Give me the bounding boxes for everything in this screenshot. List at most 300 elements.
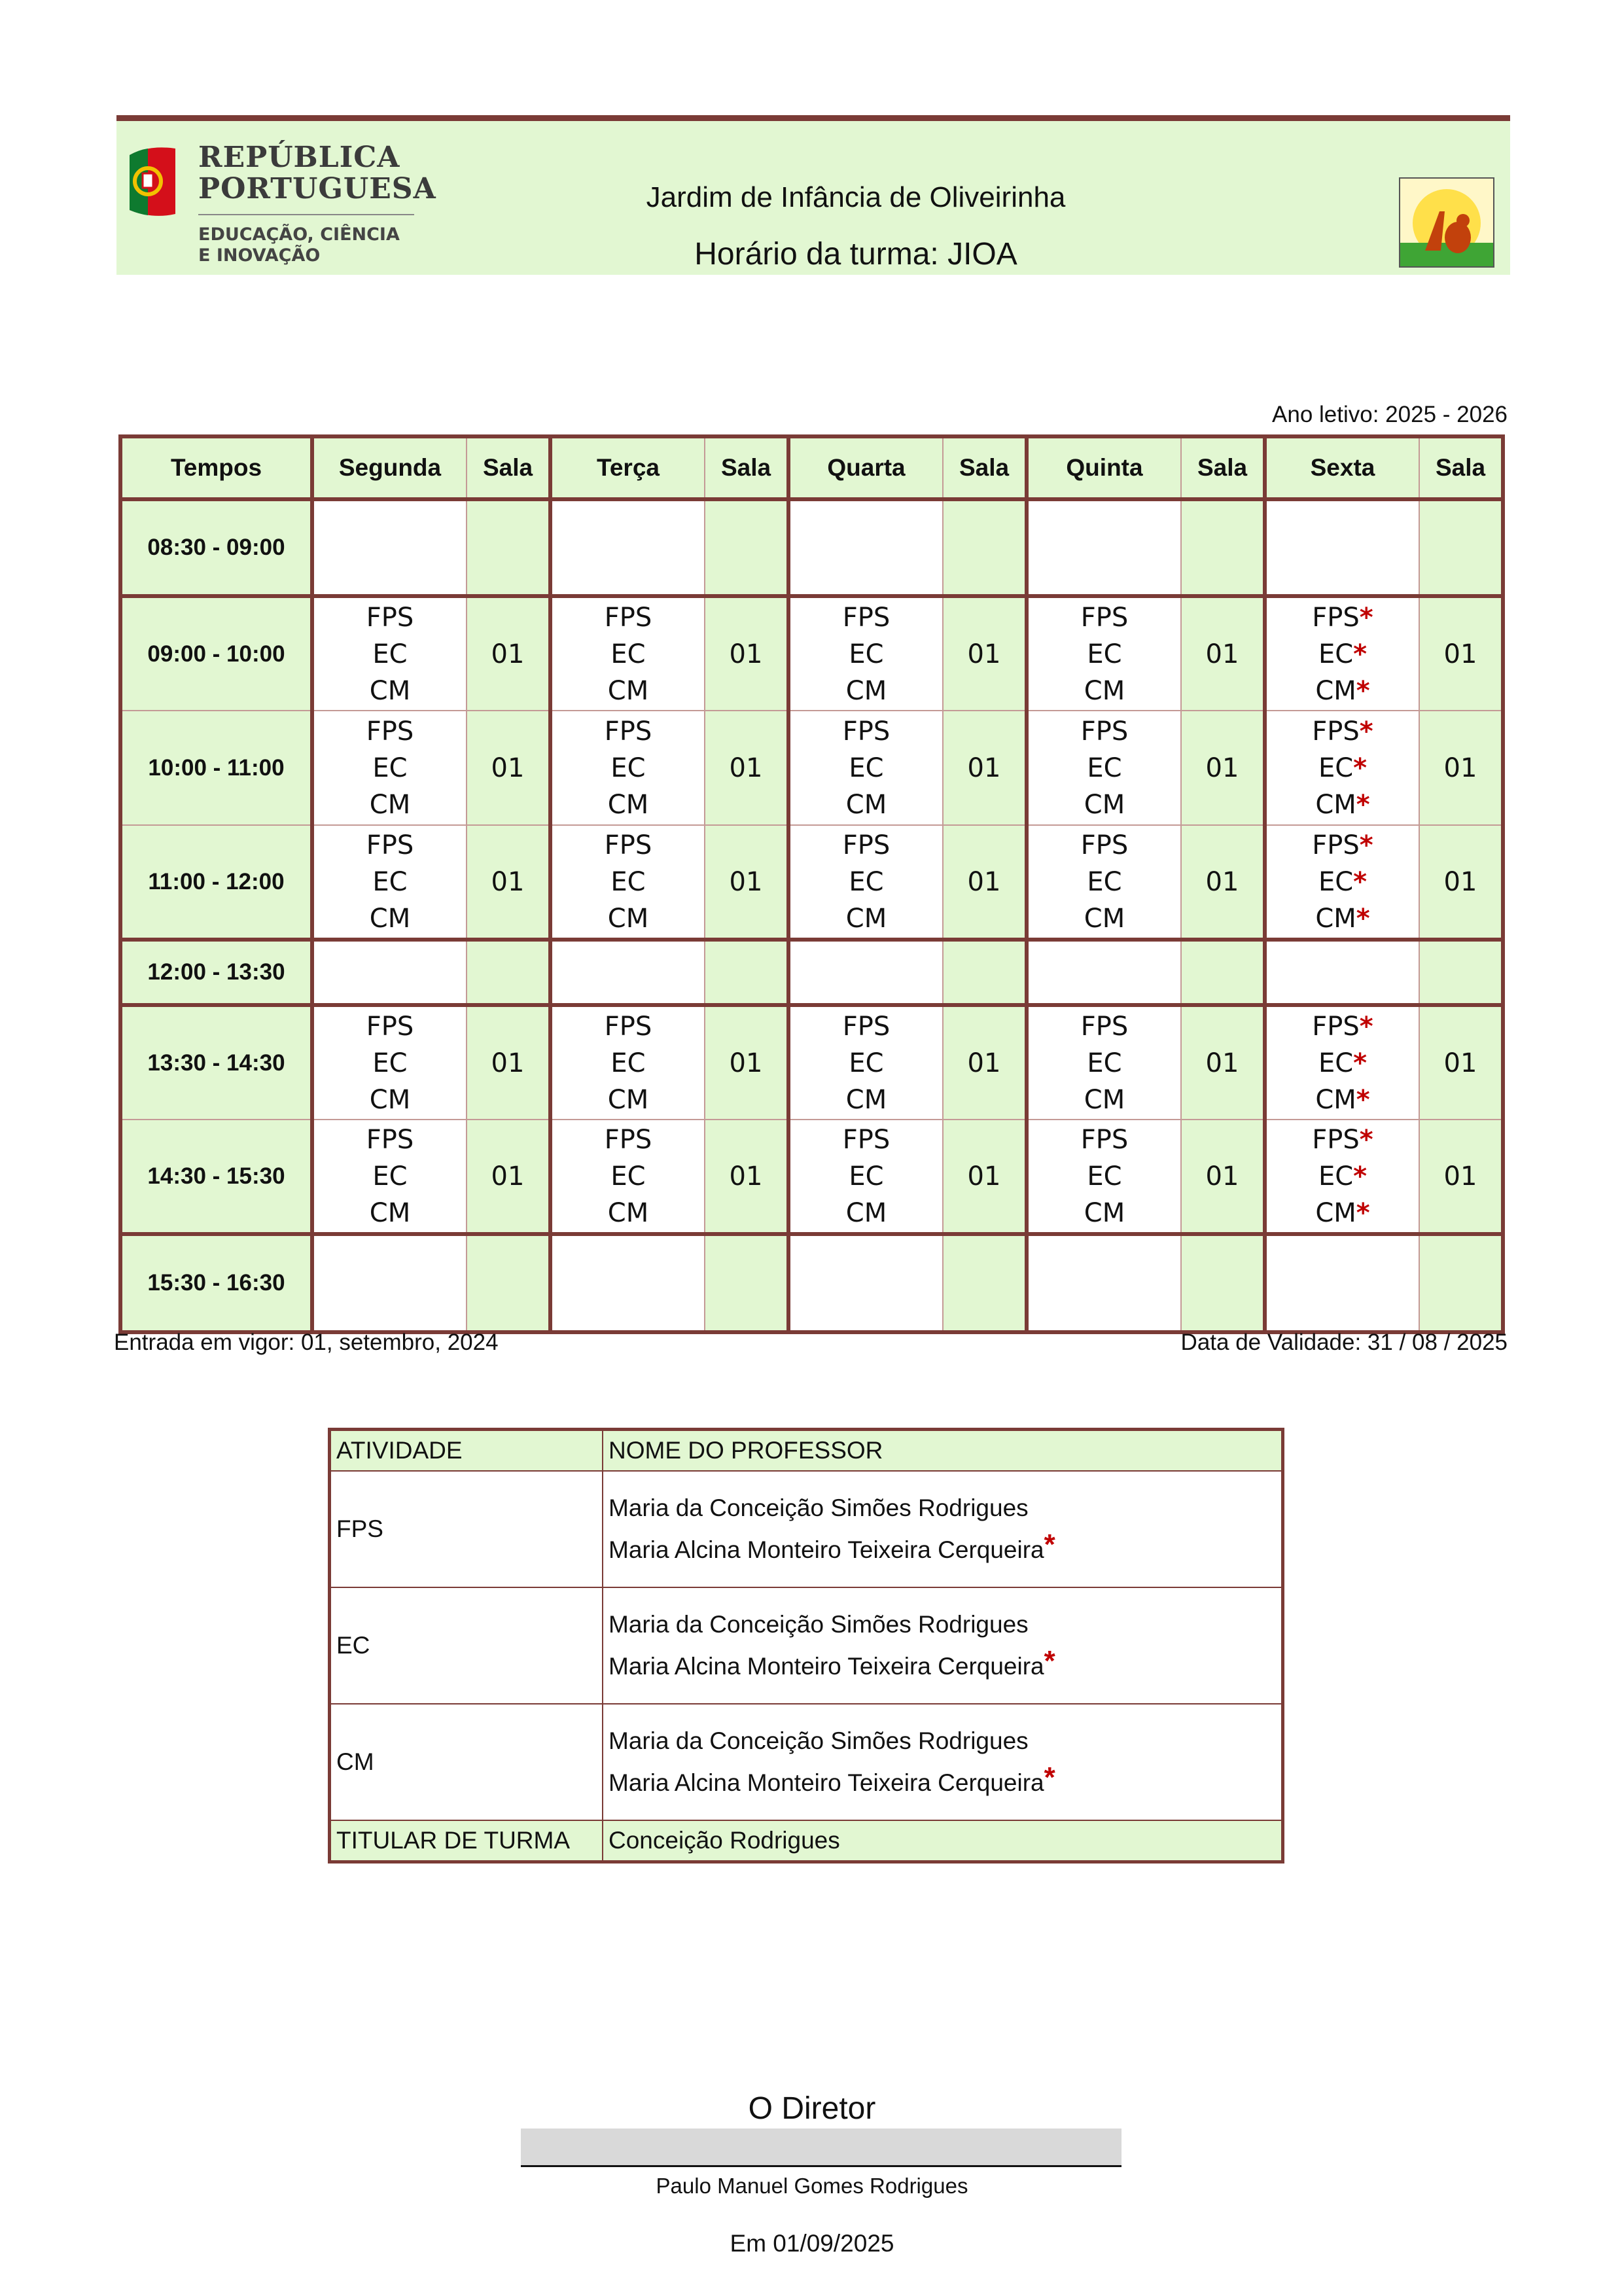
activity-label: CM (1315, 1197, 1356, 1228)
activity-code (1267, 599, 1419, 636)
activity-label: FPS (842, 602, 891, 633)
activity-label: EC (1087, 639, 1122, 669)
activity-label: EC (372, 639, 408, 669)
activity-cell (312, 596, 467, 711)
asterisk-mark: * (1356, 1084, 1370, 1115)
asterisk-mark: * (1044, 1761, 1055, 1793)
activity-code (552, 827, 704, 864)
activity-cell (550, 596, 705, 711)
activity-code (552, 786, 704, 823)
activity-cell (312, 825, 467, 940)
activity-cell (1265, 499, 1419, 596)
activity-code (1267, 1008, 1419, 1045)
activity-code (1029, 673, 1180, 709)
teacher-name: Maria Alcina Monteiro Teixeira Cerqueira (609, 1769, 1044, 1796)
teacher-name: Maria Alcina Monteiro Teixeira Cerqueira (609, 1653, 1044, 1680)
activity-code (790, 636, 942, 673)
col-teacher-header: NOME DO PROFESSOR (603, 1430, 1283, 1472)
activity-code (790, 786, 942, 823)
room-cell: 01 (943, 1005, 1027, 1120)
activity-label: CM (1084, 903, 1125, 934)
timetable-row (120, 940, 1503, 1005)
activity-label: FPS (366, 602, 414, 633)
activity-label: FPS (604, 1011, 652, 1042)
asterisk-mark: * (1359, 716, 1373, 747)
school-logo-icon (1399, 177, 1494, 268)
activity-label: CM (1084, 1084, 1125, 1115)
activity-label: EC (610, 866, 646, 897)
activity-code (1029, 1195, 1180, 1231)
activity-code (314, 1158, 466, 1195)
activity-code (552, 1045, 704, 1082)
activity-code (790, 713, 942, 750)
document-header (116, 115, 1510, 275)
activity-cell (788, 1120, 943, 1234)
activity-code (790, 750, 942, 786)
room-cell: 01 (1419, 596, 1503, 711)
activity-code (552, 636, 704, 673)
room-cell: 01 (943, 711, 1027, 825)
activity-label: EC (610, 752, 646, 783)
activity-label: FPS (1080, 830, 1129, 860)
time-slot: 11:00 - 12:00 (120, 825, 312, 940)
room-cell: 01 (1419, 1005, 1503, 1120)
activity-cell (1027, 499, 1181, 596)
activity-code (314, 636, 466, 673)
asterisk-mark: * (1356, 903, 1370, 934)
signature-field (521, 2128, 1121, 2167)
valid-to: Data de Validade: 31 / 08 / 2025 (1180, 1330, 1508, 1355)
time-slot: 14:30 - 15:30 (120, 1120, 312, 1234)
activity-code (552, 1082, 704, 1118)
room-cell (1181, 1234, 1265, 1332)
activity-code (1029, 827, 1180, 864)
activity-code (1267, 673, 1419, 709)
activity-label: CM (845, 675, 887, 706)
activity-code (552, 1158, 704, 1195)
asterisk-mark: * (1044, 1528, 1055, 1561)
room-cell: 01 (1419, 825, 1503, 940)
activity-label: EC (610, 1161, 646, 1192)
activity-code: EC (330, 1587, 603, 1704)
activity-code (552, 900, 704, 937)
activity-label: FPS (604, 1124, 652, 1155)
room-cell (467, 940, 550, 1005)
room-cell (467, 1234, 550, 1332)
activity-label: EC (1087, 866, 1122, 897)
activity-label: EC (372, 1048, 408, 1078)
activity-label: CM (1315, 903, 1356, 934)
activity-label: FPS (604, 830, 652, 860)
activity-label: EC (849, 639, 884, 669)
activity-label: EC (1087, 752, 1122, 783)
teacher-name-line (609, 1645, 1276, 1687)
teacher-row (330, 1587, 1283, 1704)
time-slot: 12:00 - 13:30 (120, 940, 312, 1005)
asterisk-mark: * (1359, 1011, 1373, 1042)
teacher-name-line (609, 1761, 1276, 1803)
activity-cell (788, 596, 943, 711)
activity-label: CM (607, 675, 649, 706)
activity-code (1267, 1082, 1419, 1118)
activity-label: CM (1315, 675, 1356, 706)
asterisk-mark: * (1356, 1197, 1370, 1228)
asterisk-mark: * (1359, 830, 1373, 860)
activity-cell (550, 1005, 705, 1120)
timetable-row (120, 825, 1503, 940)
activity-code (790, 1158, 942, 1195)
activity-code: FPS (330, 1471, 603, 1587)
logo-divider (198, 214, 414, 215)
room-cell (943, 940, 1027, 1005)
activity-label: FPS (1080, 716, 1129, 747)
teacher-name: Maria da Conceição Simões Rodrigues (609, 1494, 1029, 1521)
titular-row (330, 1820, 1283, 1862)
activity-label: EC (849, 1048, 884, 1078)
activity-label: CM (369, 789, 411, 820)
room-cell: 01 (705, 711, 788, 825)
teacher-row (330, 1704, 1283, 1820)
activity-code (314, 1082, 466, 1118)
titular-name: Conceição Rodrigues (603, 1820, 1283, 1862)
teacher-table (328, 1428, 1284, 1863)
activity-cell (1027, 711, 1181, 825)
ministry-line2: E INOVAÇÃO (198, 245, 321, 266)
activity-code (790, 1082, 942, 1118)
room-cell: 01 (467, 1120, 550, 1234)
activity-label: CM (1315, 1084, 1356, 1115)
activity-label: EC (1087, 1048, 1122, 1078)
activity-cell (1265, 711, 1419, 825)
room-cell (1181, 499, 1265, 596)
activity-label: FPS (842, 1124, 891, 1155)
activity-label: CM (369, 903, 411, 934)
activity-label: FPS (366, 830, 414, 860)
activity-cell (788, 1005, 943, 1120)
activity-label: CM (607, 789, 649, 820)
activity-code (790, 827, 942, 864)
activity-code: CM (330, 1704, 603, 1820)
activity-label: EC (1318, 866, 1354, 897)
asterisk-mark: * (1353, 639, 1368, 669)
time-slot: 10:00 - 11:00 (120, 711, 312, 825)
activity-label: CM (607, 1197, 649, 1228)
activity-label: FPS (1080, 602, 1129, 633)
room-cell: 01 (943, 596, 1027, 711)
teacher-table-header (330, 1430, 1283, 1472)
republic-line1: REPÚBLICA (198, 141, 400, 174)
activity-code (790, 1122, 942, 1158)
activity-cell (312, 940, 467, 1005)
col-header: Tempos (120, 436, 312, 499)
activity-cell (550, 1120, 705, 1234)
asterisk-mark: * (1353, 1048, 1368, 1078)
activity-label: FPS (604, 716, 652, 747)
activity-code (790, 900, 942, 937)
timetable-header-row (120, 436, 1503, 499)
activity-code (552, 673, 704, 709)
school-year: Ano letivo: 2025 - 2026 (1272, 402, 1508, 427)
activity-cell (1027, 1234, 1181, 1332)
activity-cell (550, 940, 705, 1005)
activity-label: EC (372, 866, 408, 897)
republic-line2: PORTUGUESA (198, 172, 436, 205)
activity-label: FPS (842, 830, 891, 860)
timetable-row (120, 711, 1503, 825)
teacher-names (603, 1471, 1283, 1587)
activity-code (790, 864, 942, 900)
activity-label: CM (369, 1084, 411, 1115)
activity-label: FPS (604, 602, 652, 633)
activity-cell (1027, 825, 1181, 940)
activity-code (790, 599, 942, 636)
activity-cell (312, 1005, 467, 1120)
activity-code (314, 1008, 466, 1045)
activity-code (552, 750, 704, 786)
col-header: Terça (550, 436, 705, 499)
activity-label: FPS (842, 1011, 891, 1042)
room-cell (705, 499, 788, 596)
activity-label: EC (610, 639, 646, 669)
activity-label: FPS (1080, 1011, 1129, 1042)
director-name: Paulo Manuel Gomes Rodrigues (656, 2174, 968, 2198)
activity-label: FPS (1312, 602, 1360, 633)
col-header: Sala (1181, 436, 1265, 499)
activity-label: EC (372, 752, 408, 783)
activity-cell (1265, 596, 1419, 711)
room-cell: 01 (1419, 711, 1503, 825)
activity-code (1029, 1008, 1180, 1045)
activity-label: EC (1318, 1161, 1354, 1192)
class-title: Horário da turma: JIOA (694, 237, 1017, 272)
activity-cell (550, 711, 705, 825)
activity-cell (1027, 940, 1181, 1005)
activity-code (1267, 1122, 1419, 1158)
room-cell: 01 (705, 1120, 788, 1234)
director-title: O Diretor (748, 2091, 876, 2126)
activity-label: CM (607, 903, 649, 934)
activity-code (1029, 750, 1180, 786)
activity-code (552, 713, 704, 750)
activity-cell (1027, 1120, 1181, 1234)
asterisk-mark: * (1359, 1124, 1373, 1155)
col-header: Sala (467, 436, 550, 499)
activity-cell (1027, 1005, 1181, 1120)
activity-code (1029, 864, 1180, 900)
activity-code (1029, 636, 1180, 673)
room-cell: 01 (467, 711, 550, 825)
activity-code (1267, 750, 1419, 786)
activity-code (1267, 1158, 1419, 1195)
activity-label: FPS (1312, 1011, 1360, 1042)
activity-code (314, 1195, 466, 1231)
room-cell: 01 (943, 825, 1027, 940)
teacher-names (603, 1587, 1283, 1704)
activity-label: FPS (366, 1124, 414, 1155)
activity-code (1267, 864, 1419, 900)
col-activity-header: ATIVIDADE (330, 1430, 603, 1472)
activity-code (1267, 713, 1419, 750)
activity-code (314, 599, 466, 636)
activity-label: CM (369, 1197, 411, 1228)
activity-code (314, 713, 466, 750)
activity-label: EC (372, 1161, 408, 1192)
ministry-line1: EDUCAÇÃO, CIÊNCIA (198, 224, 400, 245)
col-header: Quinta (1027, 436, 1181, 499)
timetable (118, 434, 1505, 1334)
signature-date: Em 01/09/2025 (730, 2230, 894, 2257)
room-cell (1419, 1234, 1503, 1332)
activity-label: FPS (366, 1011, 414, 1042)
activity-cell (788, 1234, 943, 1332)
col-header: Quarta (788, 436, 943, 499)
asterisk-mark: * (1356, 675, 1370, 706)
titular-label: TITULAR DE TURMA (330, 1820, 603, 1862)
activity-label: EC (610, 1048, 646, 1078)
timetable-row (120, 1005, 1503, 1120)
activity-cell (312, 711, 467, 825)
activity-code (790, 1045, 942, 1082)
activity-cell (1027, 596, 1181, 711)
activity-code (314, 864, 466, 900)
activity-code (1029, 599, 1180, 636)
activity-code (1267, 1195, 1419, 1231)
time-slot: 15:30 - 16:30 (120, 1234, 312, 1332)
activity-label: FPS (1312, 1124, 1360, 1155)
activity-code (790, 1195, 942, 1231)
activity-code (314, 750, 466, 786)
room-cell: 01 (1181, 825, 1265, 940)
col-header: Sala (1419, 436, 1503, 499)
activity-label: FPS (1312, 830, 1360, 860)
timetable-row (120, 1234, 1503, 1332)
room-cell: 01 (1181, 1005, 1265, 1120)
teacher-names (603, 1704, 1283, 1820)
col-header: Segunda (312, 436, 467, 499)
teacher-name: Maria da Conceição Simões Rodrigues (609, 1727, 1029, 1754)
activity-cell (1265, 1234, 1419, 1332)
time-slot: 13:30 - 14:30 (120, 1005, 312, 1120)
room-cell (467, 499, 550, 596)
activity-label: CM (845, 903, 887, 934)
activity-code (552, 599, 704, 636)
activity-cell (788, 711, 943, 825)
room-cell: 01 (705, 825, 788, 940)
activity-code (1029, 900, 1180, 937)
activity-code (1029, 1158, 1180, 1195)
room-cell (705, 940, 788, 1005)
room-cell: 01 (467, 596, 550, 711)
room-cell (705, 1234, 788, 1332)
time-slot: 08:30 - 09:00 (120, 499, 312, 596)
activity-cell (788, 499, 943, 596)
activity-cell (788, 825, 943, 940)
timetable-row (120, 1120, 1503, 1234)
asterisk-mark: * (1044, 1645, 1055, 1677)
room-cell: 01 (705, 596, 788, 711)
activity-cell (1265, 940, 1419, 1005)
activity-label: CM (1315, 789, 1356, 820)
activity-label: EC (849, 866, 884, 897)
room-cell: 01 (467, 825, 550, 940)
room-cell (1181, 940, 1265, 1005)
activity-label: EC (849, 1161, 884, 1192)
activity-code (1267, 900, 1419, 937)
col-header: Sala (705, 436, 788, 499)
activity-label: CM (845, 1197, 887, 1228)
activity-label: EC (849, 752, 884, 783)
activity-code (1029, 1122, 1180, 1158)
asterisk-mark: * (1353, 752, 1368, 783)
room-cell: 01 (1419, 1120, 1503, 1234)
activity-code (1267, 827, 1419, 864)
activity-code (552, 1195, 704, 1231)
activity-label: CM (845, 1084, 887, 1115)
activity-cell (550, 825, 705, 940)
activity-code (1267, 636, 1419, 673)
activity-code (1267, 786, 1419, 823)
activity-label: CM (1084, 675, 1125, 706)
activity-code (314, 1045, 466, 1082)
valid-from: Entrada em vigor: 01, setembro, 2024 (114, 1330, 499, 1355)
activity-code (314, 673, 466, 709)
activity-label: FPS (1080, 1124, 1129, 1155)
time-slot: 09:00 - 10:00 (120, 596, 312, 711)
room-cell: 01 (467, 1005, 550, 1120)
col-header: Sala (943, 436, 1027, 499)
activity-code (314, 1122, 466, 1158)
room-cell (943, 499, 1027, 596)
teacher-row (330, 1471, 1283, 1587)
asterisk-mark: * (1353, 866, 1368, 897)
asterisk-mark: * (1356, 789, 1370, 820)
asterisk-mark: * (1353, 1161, 1368, 1192)
activity-label: EC (1087, 1161, 1122, 1192)
timetable-row (120, 499, 1503, 596)
room-cell: 01 (943, 1120, 1027, 1234)
activity-code (1029, 1082, 1180, 1118)
activity-cell (312, 1234, 467, 1332)
activity-code (314, 827, 466, 864)
activity-code (552, 864, 704, 900)
teacher-name: Maria da Conceição Simões Rodrigues (609, 1611, 1029, 1638)
activity-label: CM (1084, 1197, 1125, 1228)
activity-code (552, 1008, 704, 1045)
activity-code (1029, 713, 1180, 750)
activity-label: CM (369, 675, 411, 706)
activity-label: CM (607, 1084, 649, 1115)
room-cell (943, 1234, 1027, 1332)
col-header: Sexta (1265, 436, 1419, 499)
activity-label: CM (1084, 789, 1125, 820)
teacher-name: Maria Alcina Monteiro Teixeira Cerqueira (609, 1536, 1044, 1563)
activity-cell (550, 499, 705, 596)
activity-label: FPS (1312, 716, 1360, 747)
activity-label: EC (1318, 752, 1354, 783)
activity-cell (1265, 1005, 1419, 1120)
room-cell: 01 (705, 1005, 788, 1120)
room-cell (1419, 940, 1503, 1005)
room-cell (1419, 499, 1503, 596)
room-cell: 01 (1181, 596, 1265, 711)
activity-code (790, 1008, 942, 1045)
activity-cell (1265, 825, 1419, 940)
activity-code (552, 1122, 704, 1158)
timetable-row (120, 596, 1503, 711)
activity-code (314, 900, 466, 937)
activity-code (1029, 1045, 1180, 1082)
activity-cell (312, 1120, 467, 1234)
